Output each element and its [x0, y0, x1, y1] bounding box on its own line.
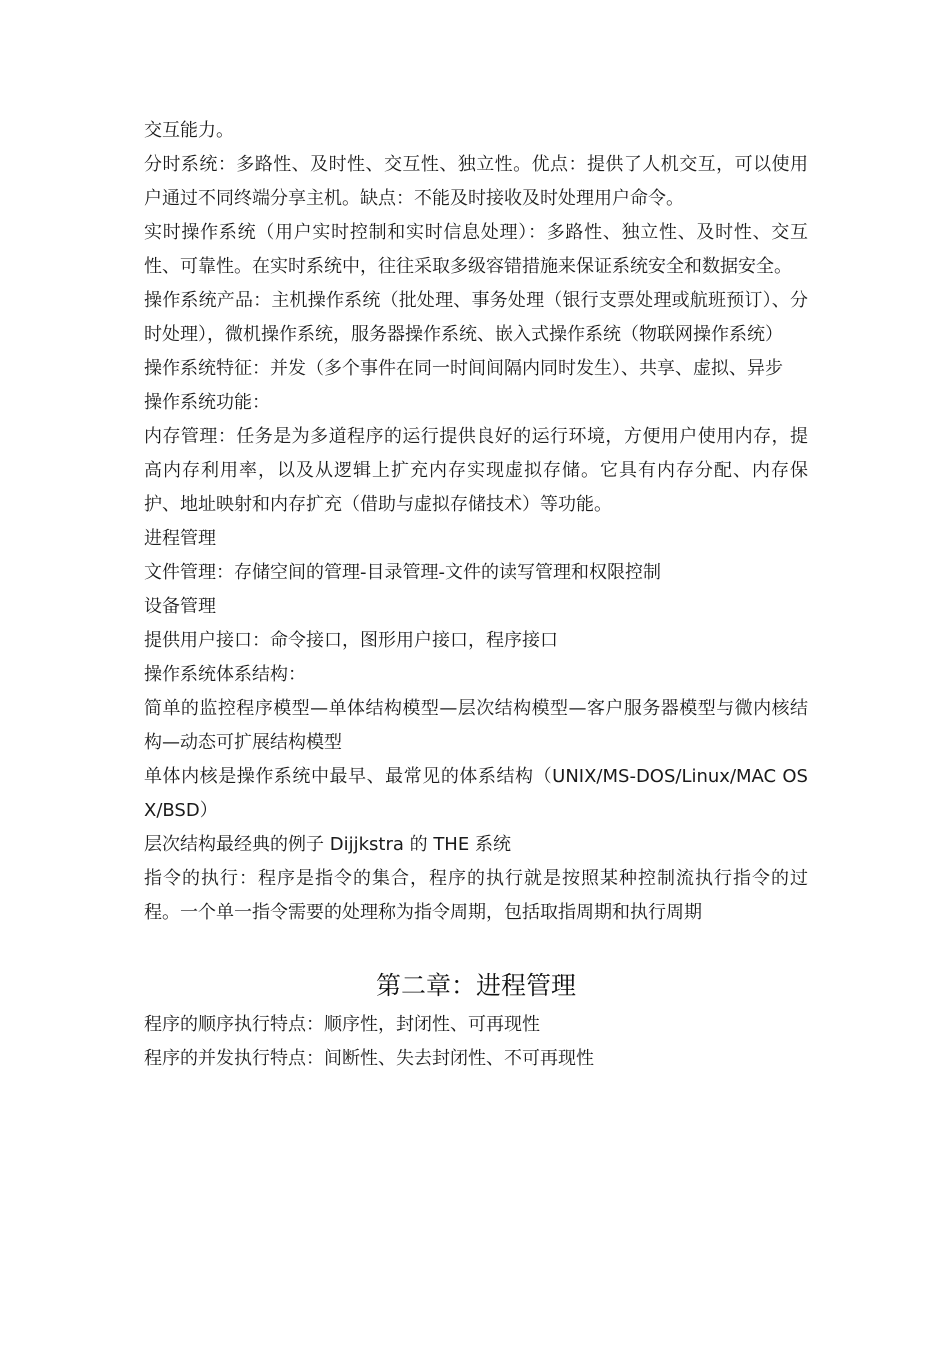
- paragraph-os-architecture-heading: 操作系统体系结构：: [144, 664, 306, 685]
- document-body: [144, 114, 814, 1076]
- paragraph-sequential-execution: 程序的顺序执行特点：顺序性，封闭性、可再现性: [144, 1014, 540, 1035]
- paragraph-real-time-os: 实时操作系统（用户实时控制和实时信息处理）：多路性、独立性、及时性、交互性、可靠性。在实时系统中，往往采取多级容错措施来保证系统安全和数据安全。: [144, 222, 808, 277]
- paragraph-architecture-models: 简单的监控程序模型—单体结构模型—层次结构模型—客户服务器模型与微内核结构—动态可扩展结构模型: [144, 698, 808, 753]
- paragraph-instruction-execution: 指令的执行：程序是指令的集合，程序的执行就是按照某种控制流执行指令的过程。一个单一指令需要的处理称为指令周期，包括取指周期和执行周期: [144, 868, 808, 923]
- paragraph-layered-example: 层次结构最经典的例子 Dijjkstra 的 THE 系统: [144, 834, 511, 855]
- paragraph-concurrent-execution: 程序的并发执行特点：间断性、失去封闭性、不可再现性: [144, 1048, 594, 1069]
- chapter-title: 第二章：进程管理: [375, 971, 576, 1000]
- paragraph-time-sharing-system: 分时系统：多路性、及时性、交互性、独立性。优点：提供了人机交互，可以使用户通过不同终端分享主机。缺点：不能及时接收及时处理用户命令。: [144, 154, 808, 209]
- paragraph-device-management: 设备管理: [144, 596, 216, 617]
- paragraph-file-management: 文件管理：存储空间的管理-目录管理-文件的读写管理和权限控制: [144, 562, 661, 583]
- paragraph-user-interface: 提供用户接口：命令接口，图形用户接口，程序接口: [144, 630, 558, 651]
- paragraph-os-functions-heading: 操作系统功能：: [144, 392, 270, 413]
- paragraph-process-management: 进程管理: [144, 528, 216, 549]
- paragraph-os-features: 操作系统特征：并发（多个事件在同一时间间隔内同时发生）、共享、虚拟、异步: [144, 358, 783, 379]
- paragraph-monolithic-kernel: 单体内核是操作系统中最早、最常见的体系结构（UNIX/MS-DOS/Linux/MAC OS X/BSD）: [144, 766, 814, 821]
- paragraph-memory-management: 内存管理：任务是为多道程序的运行提供良好的运行环境，方便用户使用内存，提高内存利用率，以及从逻辑上扩充内存实现虚拟存储。它具有内存分配、内存保护、地址映射和内存扩充（借助与虚拟存储技术）等功能。: [144, 426, 808, 515]
- paragraph-os-products: 操作系统产品：主机操作系统（批处理、事务处理（银行支票处理或航班预订）、分时处理），微机操作系统，服务器操作系统、嵌入式操作系统（物联网操作系统）: [144, 290, 808, 345]
- paragraph-continuation: 交互能力。: [144, 120, 234, 141]
